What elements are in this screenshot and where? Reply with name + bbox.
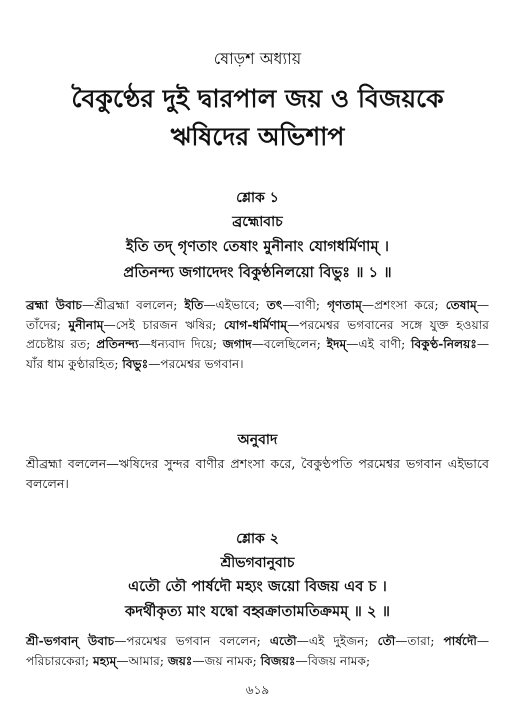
synonym-meaning: ধন্যবাদ দিয়ে (150, 337, 213, 351)
synonym-meaning: প্রশংসা করে (374, 298, 435, 312)
translation-text: শ্রীব্রহ্মা বললেন—ঋষিদের সুন্দর বাণীর প্রশংসা করে, বৈকুণ্ঠপতি পরমেশ্বর ভগবান এইভাবে বললেন। (26, 456, 489, 491)
chapter-title-line-1: বৈকুণ্ঠের দুই দ্বারপাল জয় ও বিজয়কে (71, 84, 444, 113)
synonym-meaning: তাঁদের (26, 317, 57, 332)
synonym-term: জগাদ (222, 337, 252, 351)
synonym-meaning: বলেছিলেন (263, 337, 317, 351)
synonym-meaning: যাঁর ধাম কুণ্ঠারহিত (26, 356, 115, 371)
synonym-meaning: শ্রীব্রহ্মা বললেন (94, 298, 174, 312)
synonym-meaning: এই দুইজন (308, 634, 365, 648)
sloka-2-speaker: শ্রীভগবানুবাচ (220, 555, 295, 571)
translation-label: অনুবাদ (237, 432, 278, 448)
synonym-term: বিজয়ঃ (260, 653, 296, 668)
synonym-meaning: সেই চারজন ঋষির (115, 317, 213, 332)
synonym-term: বিভুঃ (122, 356, 149, 371)
chapter-title-line-2: ঋষিদের অভিশাপ (170, 122, 345, 151)
sloka-1-line-1: ইতি তদ্ গৃণতাং তেষাং মুনীনাং যোগধর্মিণাম্ । (125, 238, 390, 255)
sloka-2-line-1: এতৌ তৌ পার্ষদৌ মহ্যং জয়ো বিজয় এব চ । (128, 578, 387, 595)
sloka-2-label: শ্লোক ২ (236, 531, 279, 547)
synonym-meaning: বাণী (294, 298, 316, 312)
synonym-term: গৃণতাম্ (327, 298, 362, 312)
synonym-meaning: আমার (128, 653, 160, 668)
page-number: ৬১৯ (245, 683, 270, 697)
synonym-meaning: পরিচারকেরা (26, 653, 85, 668)
sloka-1-synonyms: ব্রহ্মা উবাচ—শ্রীব্রহ্মা বললেন; ইতি—এইভাবে; তৎ—বাণী; গৃণতাম্—প্রশংসা করে; তেষাম্—তাঁদের; মুনীনাম্—সেই চারজন ঋষির; যোগ-ধর্মিণাম্—পরমেশ্বর ভগবানের সঙ্গে যুক্ত হওয়ার প্রচেষ্টায় রত; প্রতিনন্দ্য—ধন্যবাদ দিয়ে; জগাদ—বলেছিলেন; ইদম্—এই বাণী; বিকুণ্ঠ-নিলয়ঃ—যাঁর ধাম কুণ্ঠারহিত; বিভুঃ—পরমেশ্বর ভগবান। (26, 298, 490, 371)
synonym-term: ইতি (184, 298, 204, 312)
sloka-2-line-2: কদর্থীকৃত্য মাং যদ্বো বহ্বক্রাতামতিক্রমম্ ॥ ২ ॥ (124, 603, 391, 620)
sloka-2-synonyms: শ্রী-ভগবান্ উবাচ—পরমেশ্বর ভগবান বললেন; এতৌ—এই দুইজন; তৌ—তারা; পার্ষদৌ—পরিচারকেরা; মহ্যম্—আমার; জয়ঃ—জয় নামক; বিজয়ঃ—বিজয় নামক; (26, 634, 490, 668)
synonym-term: পার্ষদৌ (443, 634, 477, 648)
synonym-meaning: পরমেশ্বর ভগবানের সঙ্গে যুক্ত হওয়ার প্রচেষ্টায় রত (26, 317, 489, 351)
synonym-term: তেষাম্ (445, 298, 477, 312)
synonym-term: প্রতিনন্দ্য (96, 337, 139, 351)
synonym-meaning: পরমেশ্বর ভগবান বললেন (126, 634, 257, 648)
synonym-term: ইদম্ (326, 337, 347, 351)
synonym-term: এতৌ (269, 634, 297, 648)
sloka-1-speaker: ব্রহ্মোবাচ (232, 214, 283, 230)
synonym-meaning: বিজয় নামক; (307, 653, 371, 668)
synonym-term: বিকুণ্ঠ-নিলয়ঃ (411, 337, 477, 351)
synonym-term: জয়ঃ (167, 653, 193, 668)
synonym-meaning: এইভাবে (215, 298, 256, 312)
synonym-term: মহ্যম্ (92, 653, 117, 668)
sloka-1-line-2: প্রতিনন্দ্য জগাদেদং বিকুণ্ঠনিলয়ো বিভুঃ ॥ ১ ॥ (123, 264, 392, 281)
synonym-term: মুনীনাম্ (68, 317, 104, 332)
chapter-heading: ষোড়শ অধ্যায় (213, 49, 302, 68)
synonym-term: তৎ (266, 298, 283, 312)
synonym-meaning: পরমেশ্বর ভগবান। (160, 356, 244, 371)
sloka-1-label: শ্লোক ১ (236, 190, 279, 206)
synonym-term: তৌ (377, 634, 396, 648)
synonym-term: যোগ-ধর্মিণাম্ (223, 317, 288, 332)
synonym-meaning: জয় নামক (204, 653, 253, 668)
synonym-term: শ্রী-ভগবান্ উবাচ (26, 634, 115, 648)
synonym-term: ব্রহ্মা উবাচ (26, 298, 82, 312)
synonym-meaning: এই বাণী (358, 337, 402, 351)
synonym-meaning: তারা (407, 634, 431, 648)
